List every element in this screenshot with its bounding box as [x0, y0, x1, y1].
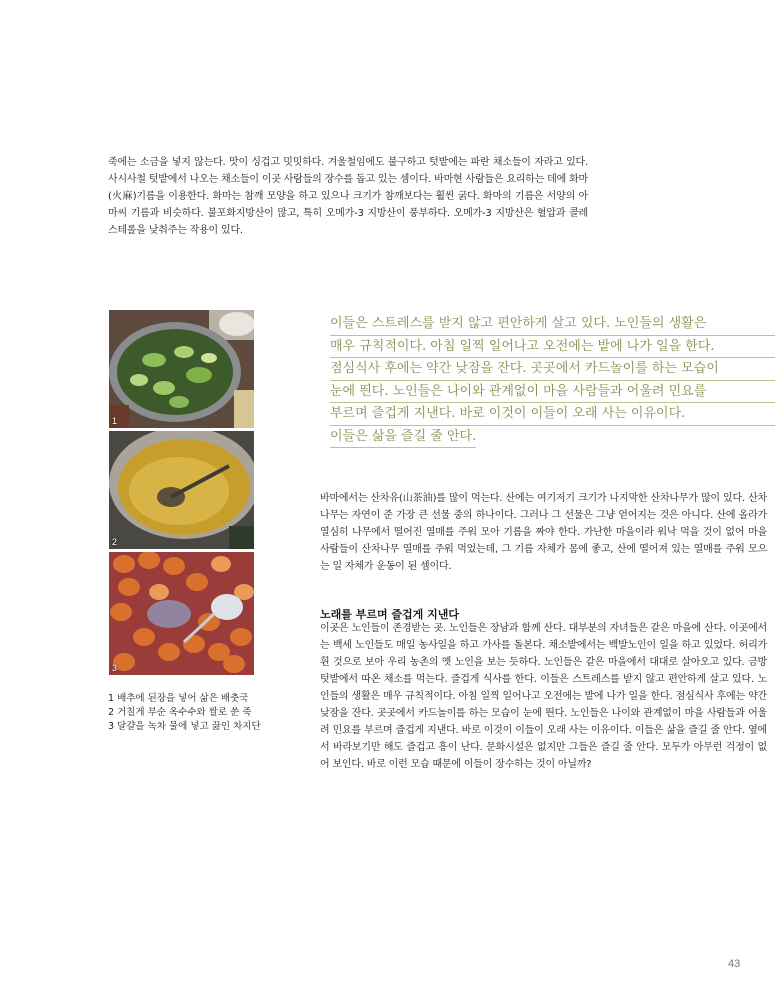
caption-item: 1 배추에 된장을 넣어 삶은 배춧국	[108, 693, 249, 704]
section-heading: 노래를 부르며 즐겁게 지낸다	[320, 608, 459, 621]
cabbage-soup-image	[109, 310, 254, 428]
pull-quote-line: 눈에 띈다. 노인들은 나이와 관계없이 마을 사람들과 어울려 민요를	[330, 381, 775, 404]
caption-item: 2 거칠게 부순 옥수수와 쌀로 쑨 죽	[108, 707, 252, 718]
pull-quote-line: 점심식사 후에는 약간 낮잠을 잔다. 곳곳에서 카드놀이를 하는 모습이	[330, 358, 775, 381]
photo-tea-eggs	[109, 552, 254, 675]
photo-captions	[108, 692, 308, 734]
pull-quote-line: 부르며 즐겁게 지낸다. 바로 이것이 이들이 오래 사는 이유이다.	[330, 403, 775, 426]
pull-quote	[330, 313, 775, 448]
photo-number: 1	[112, 416, 118, 426]
pull-quote-line: 이들은 삶을 즐길 줄 안다.	[330, 426, 476, 449]
photo-number: 3	[112, 663, 118, 673]
right-paragraph-2: 이곳은 노인들이 존경받는 곳. 노인들은 장남과 함께 산다. 대부분의 자녀들은 같은 마을에 산다. 이곳에서는 백세 노인들도 매일 농사일을 하고 가사를 돌본다. 채소밭에서는 백발노인이 일을 하고 있었다. 허리가 휜 것으로 보아 우리 농촌의 옛 노인을 보는 듯하다. 노인들은 같은 마을에서 대대로 살아오고 있다. 금방 텃밭에서 따온 채소를 먹는다. 즐겁게 식사를 한다. 이들은 스트레스를 받지 않고 편안하게 살고 있다. 노인들의 생활은 매우 규칙적이다. 아침 일찍 일어나고 오전에는 밭에 나가 일을 한다. 점심식사 후에는 약간 낮잠을 잔다. 곳곳에서 카드놀이를 하는 모습이 눈에 띈다. 노인들은 나이와 관계없이 마을 사람들과 어울려 민요를 부르며 즐겁게 지낸다. 바로 이것이 이들이 오래 사는 이유이다. 이들은 삶을 즐길 줄 안다. 옆에서 바라보기만 해도 즐겁고 흥이 난다. 문화시설은 없지만 그들은 즐길 줄 안다. 모두가 아무런 걱정이 없어 보인다. 바로 이런 모습 때문에 이들이 장수하는 것이 아닐까?	[320, 623, 767, 770]
tea-eggs-image	[109, 552, 254, 675]
top-paragraph: 죽에는 소금을 넣지 않는다. 맛이 싱겁고 밋밋하다. 겨울철임에도 불구하고 텃밭에는 파란 채소들이 자라고 있다. 사시사철 텃밭에서 나오는 채소들이 이곳 사람들의 장수를 돕고 있는 셈이다. 바마현 사람들은 요리하는 데에 화마(火麻)기름을 이용한다. 화마는 참깨 모양을 하고 있으나 크기가 참깨보다는 훨씬 굵다. 화마의 기름은 서양의 아마씨 기름과 비슷하다. 불포화지방산이 많고, 특히 오메가-3 지방산이 풍부하다. 오메가-3 지방산은 혈압과 콜레스테롤을 낮춰주는 작용이 있다.	[108, 157, 588, 236]
photo-cabbage-soup	[109, 310, 254, 428]
pull-quote-line: 이들은 스트레스를 받지 않고 편안하게 살고 있다. 노인들의 생활은	[330, 313, 775, 336]
page-number: 43	[728, 958, 741, 970]
pull-quote-line: 매우 규칙적이다. 아침 일찍 일어나고 오전에는 밭에 나가 일을 한다.	[330, 336, 775, 359]
caption-item: 3 달걀을 녹차 물에 넣고 끓인 차지단	[108, 721, 261, 732]
right-paragraph-1: 바마에서는 산차유(山茶油)를 많이 먹는다. 산에는 여기저기 크기가 나지막한 산차나무가 많이 있다. 산차나무는 자연이 준 가장 큰 선물 중의 하나이다. 그러나 그 선물은 그냥 얻어지는 것은 아니다. 산에 올라가 열심히 나무에서 떨어진 열매를 주워 모아 기름을 짜야 한다. 가난한 마을이라 워낙 먹을 것이 없어 마을 사람들이 산차나무 열매를 주워 먹었는데, 그 기름 자체가 몸에 좋고, 산에 떨어져 있는 열매를 주워 모으는 일 자체가 운동이 된 셈이다.	[320, 493, 767, 572]
corn-porridge-image	[109, 431, 254, 549]
photo-number: 2	[112, 537, 118, 547]
photo-corn-porridge	[109, 431, 254, 549]
